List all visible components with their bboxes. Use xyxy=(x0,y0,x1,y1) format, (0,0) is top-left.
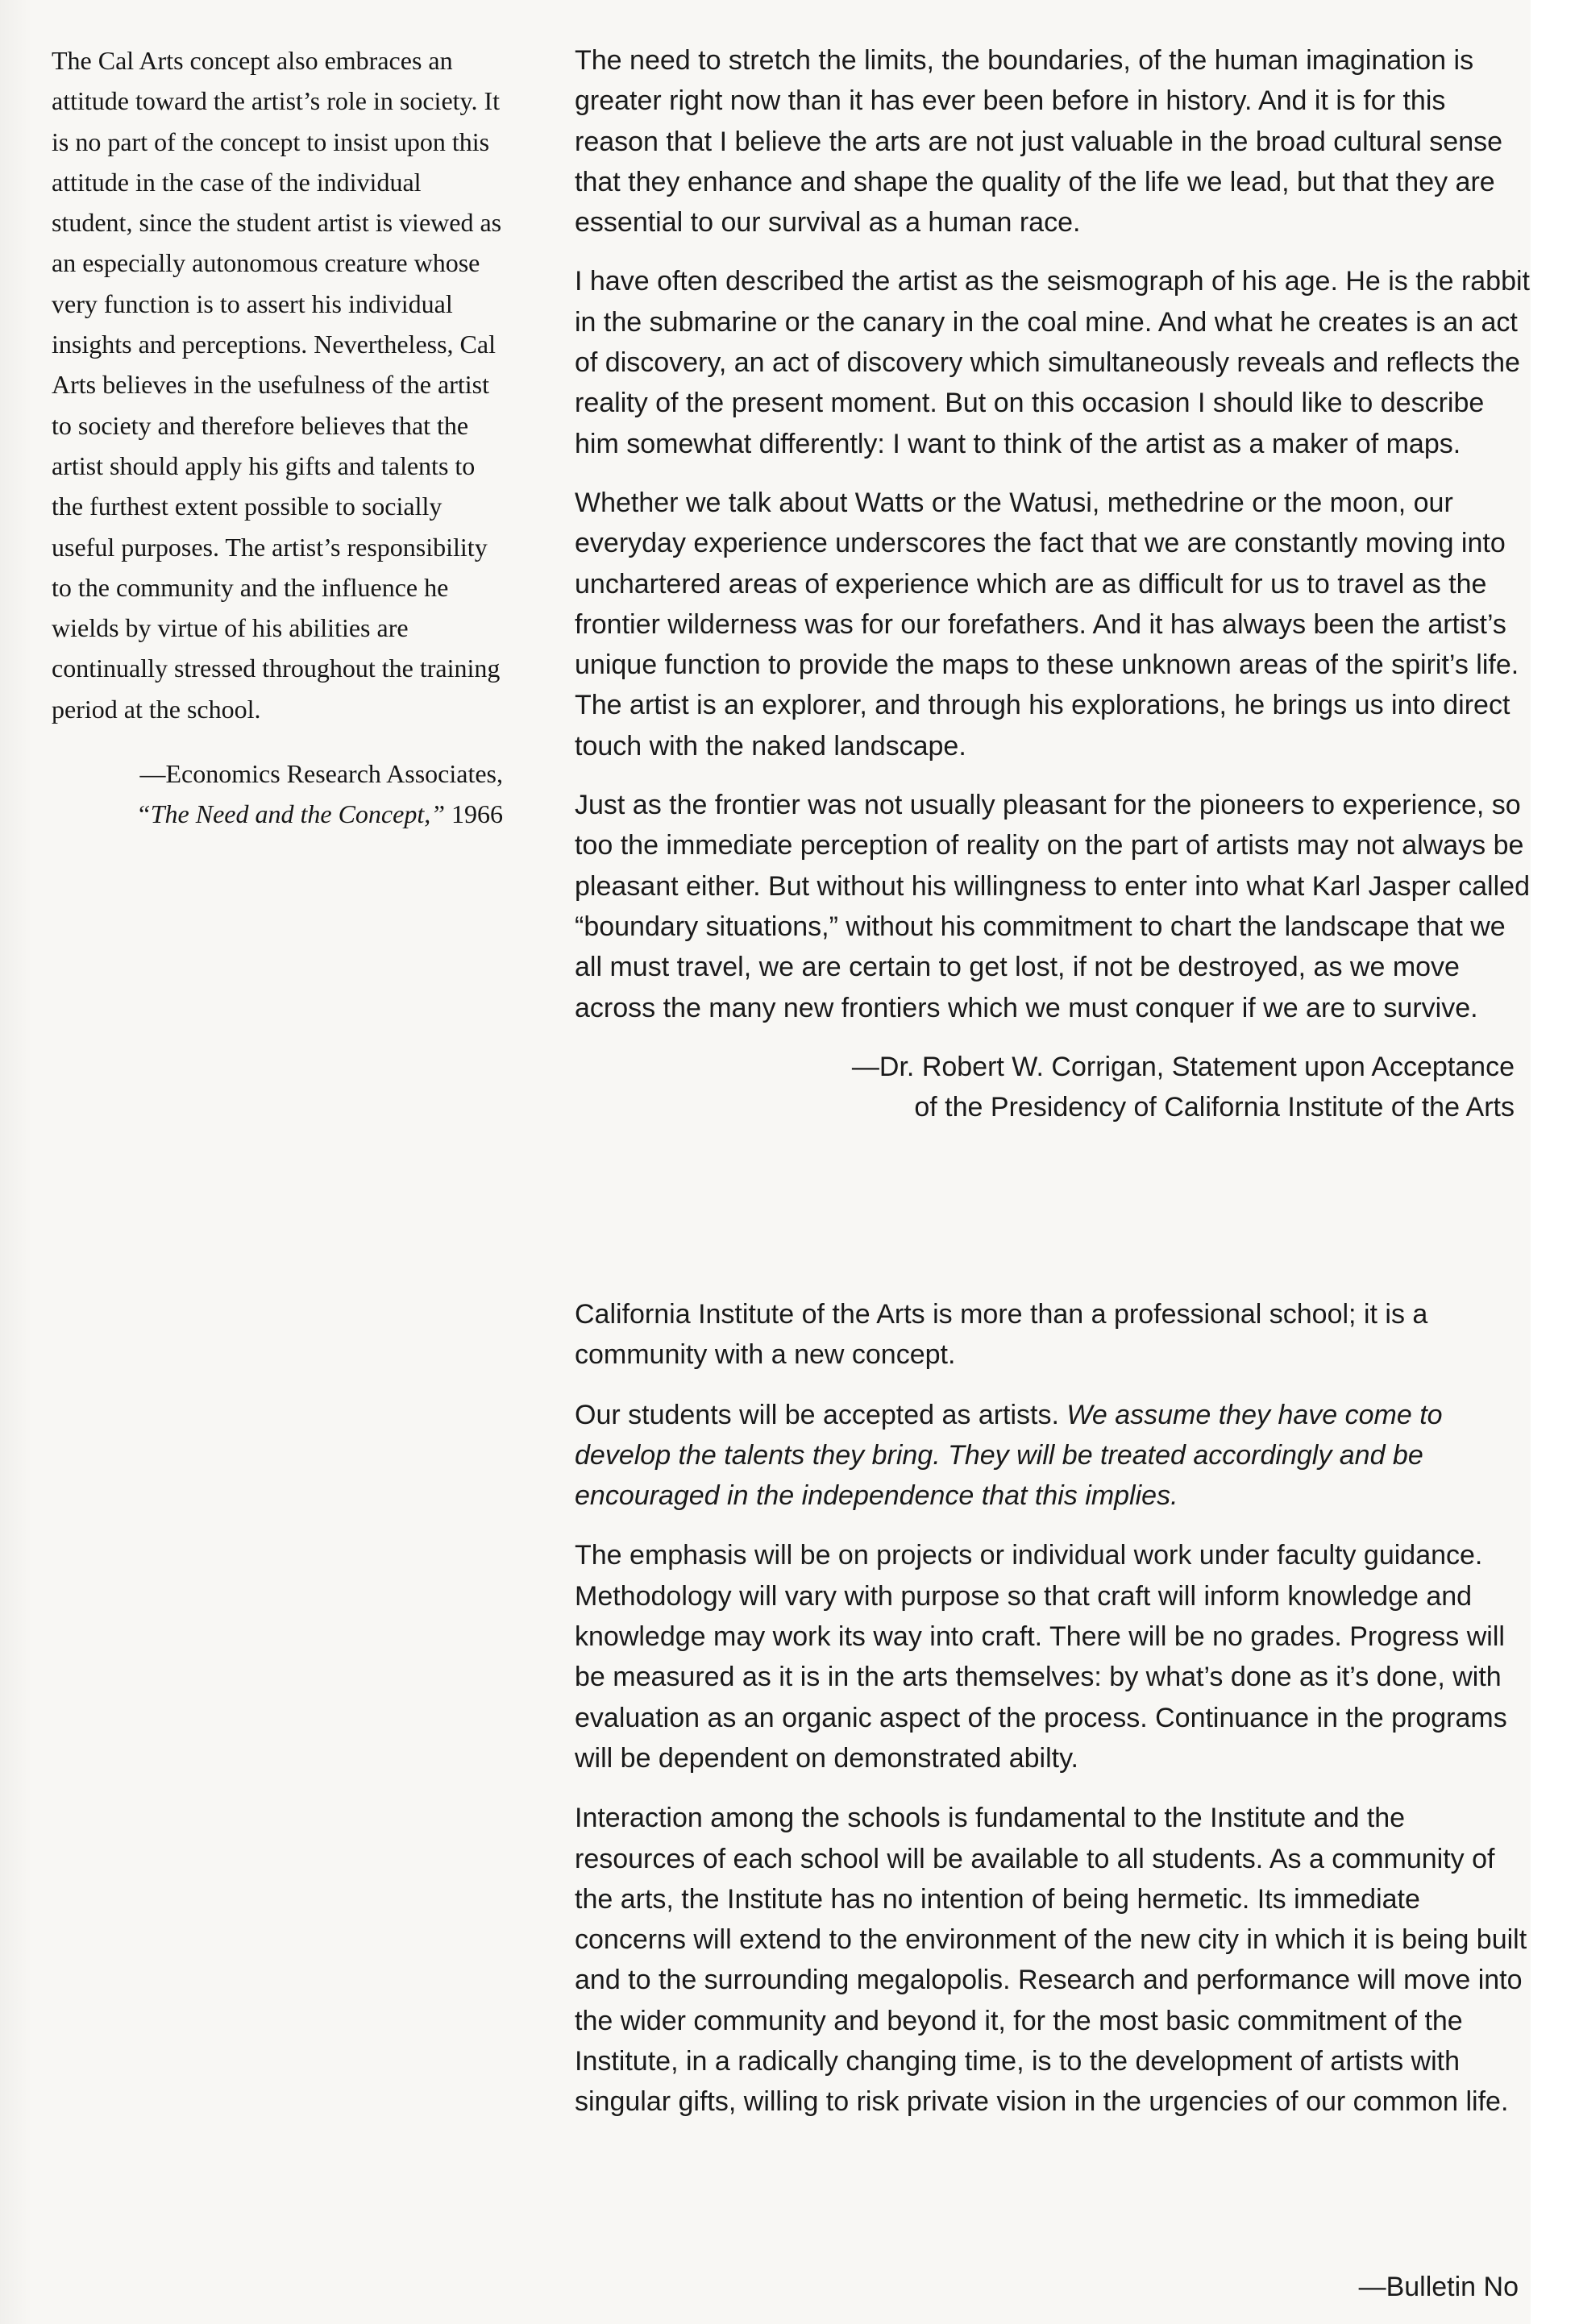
bulletin-students-plain: Our students will be accepted as artists. xyxy=(575,1399,1059,1430)
corrigan-paragraph-4: Just as the frontier was not usually pleasant for the pioneers to experience, so too the immediate perception of reality on the part of artists may not always be pleasant either. But without his willingness to enter into what Karl Jasper called “boundary situations,” without his commitment to chart the landscape that we all must travel, we are certain to get lost, if not be destroyed, as we move across the many new frontiers which we must conquer if we are to survive. xyxy=(575,790,1530,1023)
corrigan-paragraph-3: Whether we talk about Watts or the Watusi, methedrine or the moon, our everyday experience underscores the fact that we are constantly moving into unchartered areas of experience which are as difficult for us to travel as the frontier wilderness was for our forefathers. And it has always been the artist’s unique function to provide the maps to these unknown areas of the spirit’s life. The artist is an explorer, and through his explorations, he brings us into direct touch with the naked landscape. xyxy=(575,487,1519,762)
era-attribution xyxy=(52,753,503,835)
bulletin-signature: —Bulletin No xyxy=(1358,2272,1519,2302)
corrigan-attribution-line-1: —Dr. Robert W. Corrigan, Statement upon Acceptance xyxy=(851,1051,1515,1082)
era-attribution-source: “The Need and the Concept,” xyxy=(135,799,445,829)
bulletin-students-italic: We assume they have come to develop the talents they bring. They will be treated accordingly and be encouraged in the independence that this implies. xyxy=(575,1399,1443,1512)
page-edge xyxy=(1531,0,1579,2324)
corrigan-statement xyxy=(575,40,1531,1127)
bulletin-interaction: Interaction among the schools is fundamental to the Institute and the resources of each school will be available to all students. As a community of the arts, the Institute has no intention of being hermetic. Its immediate concerns will extend to the environment of the new city in which it is being built and to the surrounding megalopolis. Research and performance will move into the wider community and beyond it, for the most basic commitment of the Institute, in a radically changing time, is to the development of artists with singular gifts, willing to risk private vision in the urgencies of our common life. xyxy=(575,1803,1527,2118)
era-attribution-author: —Economics Research Associates, xyxy=(139,759,503,789)
corrigan-paragraph-1: The need to stretch the limits, the boundaries, of the human imagination is greater right now than it has ever been before in history. And it is for this reason that I believe the arts are not just valuable in the broad cultural sense that they enhance and shape the quality of the life we lead, but that they are essential to our survival as a human race. xyxy=(575,45,1503,239)
era-attribution-year: 1966 xyxy=(451,799,503,829)
corrigan-attribution-line-2: of the Presidency of California Institute of the Arts xyxy=(914,1092,1515,1123)
bulletin-excerpt xyxy=(575,1294,1531,2142)
era-quote-text: The Cal Arts concept also embraces an attitude toward the artist’s role in society. It is no part of the concept to insist upon this attitude in the case of the individual student, since the student artist is viewed as an especially autonomous creature whose very function is to assert his individual insights and perceptions. Nevertheless, Cal Arts believes in the usefulness of the artist to society and therefore believes that the artist should apply his gifts and talents to the furthest extent possible to socially useful purposes. The artist’s responsibility to the community and the influence he wields by virtue of his abilities are continually stressed throughout the training period at the school. xyxy=(52,46,502,724)
left-column-quote xyxy=(52,40,503,835)
corrigan-paragraph-2: I have often described the artist as the seismograph of his age. He is the rabbit in the submarine or the canary in the coal mine. And what he creates is an act of discovery, an act of discovery which simultaneously reveals and reflects the reality of the present moment. But on this occasion I should like to describe him somewhat differently: I want to think of the artist as a maker of maps. xyxy=(575,266,1531,459)
bulletin-students-paragraph xyxy=(575,1395,1531,1517)
bulletin-emphasis: The emphasis will be on projects or individual work under faculty guidance. Methodology will vary with purpose so that craft will inform knowledge and knowledge may work its way into craft. There will be no grades. Progress will be measured as it is in the arts themselves: by what’s done as it’s done, with evaluation as an organic aspect of the process. Continuance in the programs will be dependent on demonstrated abilty. xyxy=(575,1540,1507,1774)
bulletin-intro: California Institute of the Arts is more than a professional school; it is a community with a new concept. xyxy=(575,1299,1428,1371)
era-attribution-source-line xyxy=(52,794,503,834)
corrigan-attribution xyxy=(575,1047,1531,1128)
